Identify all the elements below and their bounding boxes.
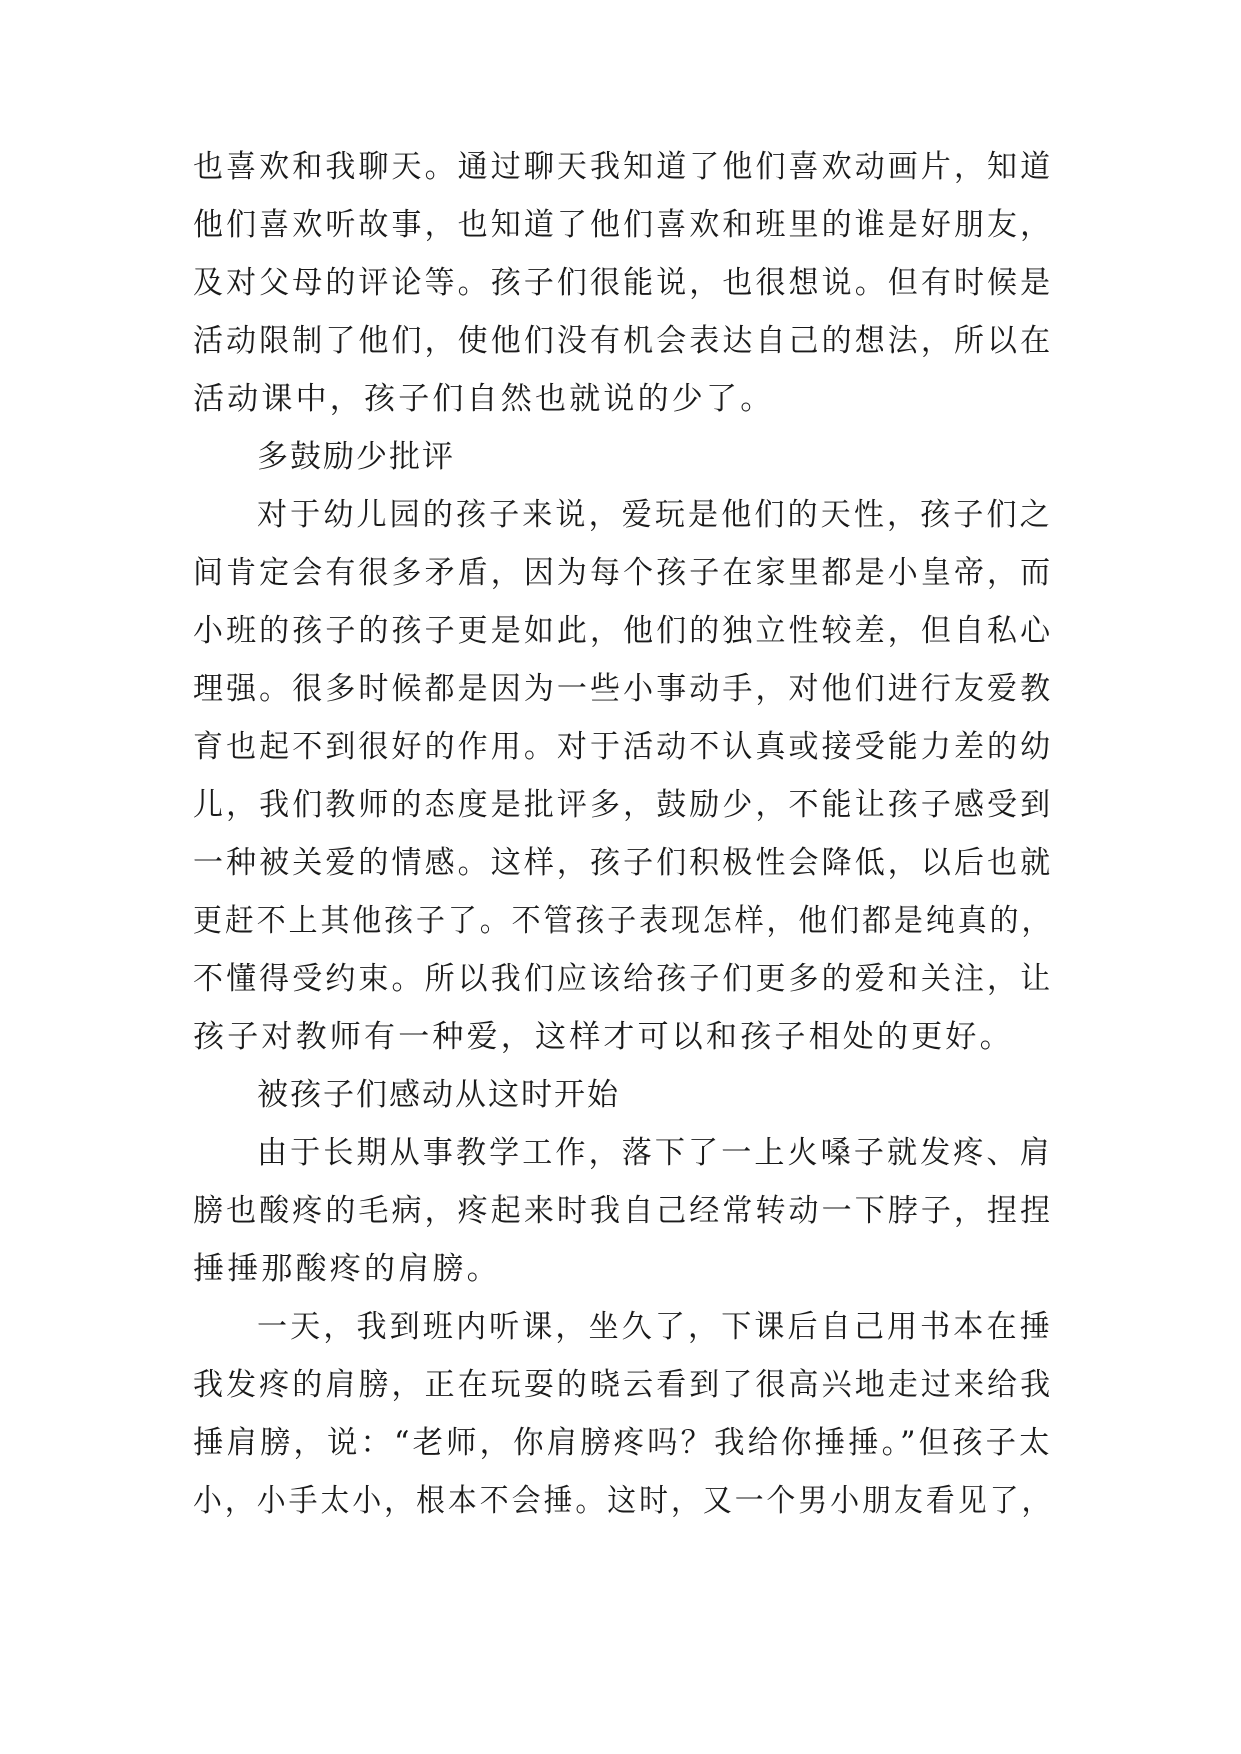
paragraph-line: 由于长期从事教学工作，落下了一上火嗓子就发疼、肩 [257,1135,1053,1171]
section-heading: 多鼓励少批评 [257,439,455,475]
paragraph-line: 育也起不到很好的作用。对于活动不认真或接受能力差的幼 [193,729,1054,765]
paragraph-line: 捶捶那酸疼的肩膀。 [193,1251,501,1287]
paragraph-line: 捶肩膀，说：“老师，你肩膀疼吗？我给你捶捶。”但孩子太 [193,1425,1053,1461]
paragraph-line: 孩子对教师有一种爱，这样才可以和孩子相处的更好。 [193,1019,1014,1055]
paragraph-line: 及对父母的评论等。孩子们很能说，也很想说。但有时候是 [193,265,1054,301]
paragraph-line: 对于幼儿园的孩子来说，爱玩是他们的天性，孩子们之 [257,497,1053,533]
paragraph-line: 不懂得受约束。所以我们应该给孩子们更多的爱和关注，让 [193,961,1054,997]
paragraph-line: 一种被关爱的情感。这样，孩子们积极性会降低，以后也就 [193,845,1054,881]
paragraph-line: 他们喜欢听故事，也知道了他们喜欢和班里的谁是好朋友， [193,207,1054,243]
paragraph-line: 活动限制了他们，使他们没有机会表达自己的想法，所以在 [193,323,1054,359]
paragraph-line: 活动课中，孩子们自然也就说的少了。 [193,381,775,417]
section-heading: 被孩子们感动从这时开始 [257,1077,620,1113]
paragraph-line: 理强。很多时候都是因为一些小事动手，对他们进行友爱教 [193,671,1054,707]
paragraph-line: 儿，我们教师的态度是批评多，鼓励少，不能让孩子感受到 [193,787,1054,823]
paragraph-line: 间肯定会有很多矛盾，因为每个孩子在家里都是小皇帝，而 [193,555,1054,591]
paragraph-line: 小，小手太小，根本不会捶。这时，又一个男小朋友看见了， [193,1483,1054,1519]
paragraph-line: 我发疼的肩膀，正在玩耍的晓云看到了很高兴地走过来给我 [193,1367,1054,1403]
paragraph-line: 小班的孩子的孩子更是如此，他们的独立性较差，但自私心 [193,613,1054,649]
paragraph-line: 更赶不上其他孩子了。不管孩子表现怎样，他们都是纯真的， [193,903,1054,939]
paragraph-line: 一天，我到班内听课，坐久了，下课后自己用书本在捶 [257,1309,1053,1345]
paragraph-line: 也喜欢和我聊天。通过聊天我知道了他们喜欢动画片，知道 [193,149,1054,185]
paragraph-line: 膀也酸疼的毛病，疼起来时我自己经常转动一下脖子，捏捏 [193,1193,1054,1229]
